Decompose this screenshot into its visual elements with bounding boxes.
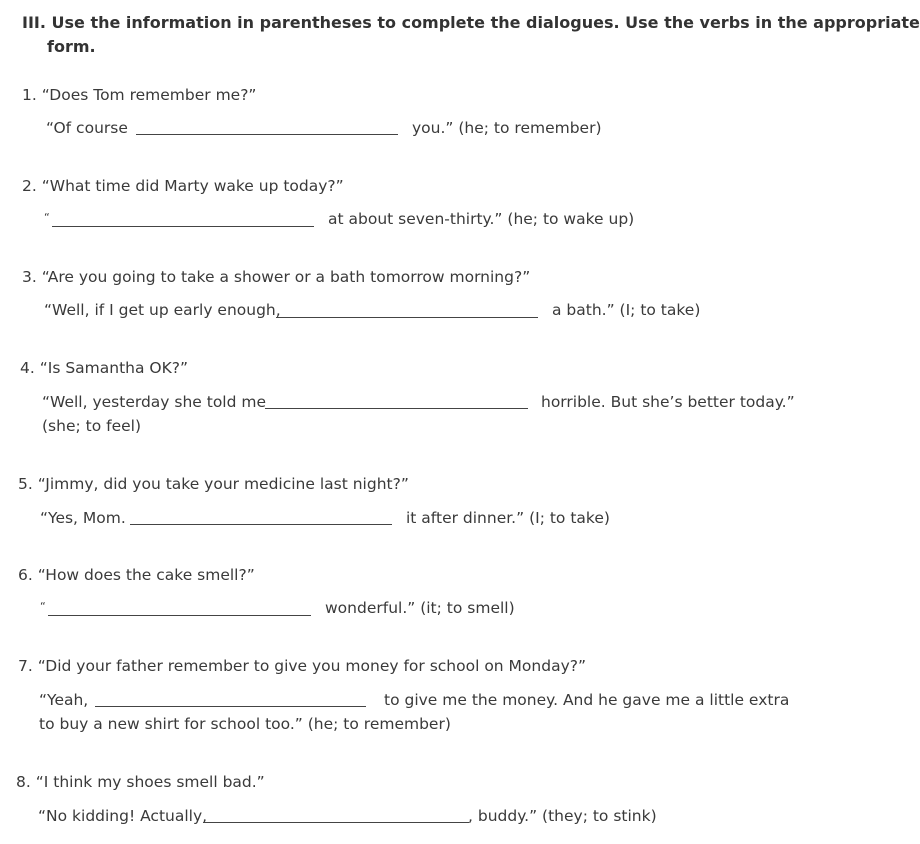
item-2-question: [22, 176, 344, 196]
item-5-question: [18, 474, 409, 494]
item-4-question: [20, 358, 188, 378]
item-6-answer-post: wonderful.” (it; to smell): [325, 599, 515, 617]
item-5-answer-pre: “Yes, Mom.: [40, 509, 126, 527]
item-1-answer-pre: “Of course: [46, 119, 128, 137]
item-7-answer-line2: to buy a new shirt for school too.” (he; to remember): [39, 715, 451, 733]
item-number: 6.: [18, 566, 33, 584]
item-4-answer-pre: “Well, yesterday she told me: [42, 393, 267, 411]
instructions-title-line2: form.: [47, 37, 96, 56]
question-text: “How does the cake smell?”: [37, 566, 255, 584]
item-5-blank[interactable]: [130, 510, 392, 525]
item-8-question: [16, 772, 265, 792]
item-4-answer-post: horrible. But she’s better today.”: [541, 393, 795, 411]
item-number: 2.: [22, 177, 37, 195]
instructions-title-line1: III. Use the information in parentheses to complete the dialogues. Use the verbs in the appropriate: [22, 13, 920, 32]
item-6-answer-pre: “: [40, 600, 46, 613]
item-7-answer-pre: “Yeah,: [39, 691, 89, 709]
question-text: “Jimmy, did you take your medicine last night?”: [37, 475, 409, 493]
question-text: “What time did Marty wake up today?”: [41, 177, 344, 195]
item-number: 1.: [22, 86, 37, 104]
item-3-question: [22, 267, 530, 287]
item-4-answer-line2: (she; to feel): [42, 417, 142, 435]
item-number: 8.: [16, 773, 31, 791]
item-3-blank[interactable]: [276, 303, 538, 318]
question-text: “Did your father remember to give you money for school on Monday?”: [37, 657, 587, 675]
item-7-blank[interactable]: [95, 692, 366, 707]
item-number: 3.: [22, 268, 37, 286]
item-3-answer-post: a bath.” (I; to take): [552, 301, 701, 319]
item-5-answer-post: it after dinner.” (I; to take): [406, 509, 610, 527]
item-4-blank[interactable]: [265, 394, 528, 409]
item-7-question: [18, 656, 586, 676]
item-8-answer-post: , buddy.” (they; to stink): [468, 807, 657, 825]
question-text: “Is Samantha OK?”: [39, 359, 189, 377]
item-number: 7.: [18, 657, 33, 675]
item-2-blank[interactable]: [52, 212, 314, 227]
item-3-answer-pre: “Well, if I get up early enough,: [44, 301, 281, 319]
question-text: “Does Tom remember me?”: [41, 86, 257, 104]
item-1-blank[interactable]: [136, 120, 398, 135]
item-2-answer-post: at about seven-thirty.” (he; to wake up): [328, 210, 635, 228]
item-6-question: [18, 565, 255, 585]
item-number: 4.: [20, 359, 35, 377]
item-8-answer-pre: “No kidding! Actually,: [38, 807, 208, 825]
item-number: 5.: [18, 475, 33, 493]
question-text: “Are you going to take a shower or a bath tomorrow morning?”: [41, 268, 531, 286]
item-1-answer-post: you.” (he; to remember): [412, 119, 602, 137]
item-2-answer-pre: “: [44, 211, 50, 224]
item-1-question: [22, 85, 256, 105]
item-8-blank[interactable]: [203, 808, 469, 823]
item-7-answer-post: to give me the money. And he gave me a little extra: [384, 691, 790, 709]
item-6-blank[interactable]: [48, 601, 311, 616]
question-text: “I think my shoes smell bad.”: [35, 773, 265, 791]
